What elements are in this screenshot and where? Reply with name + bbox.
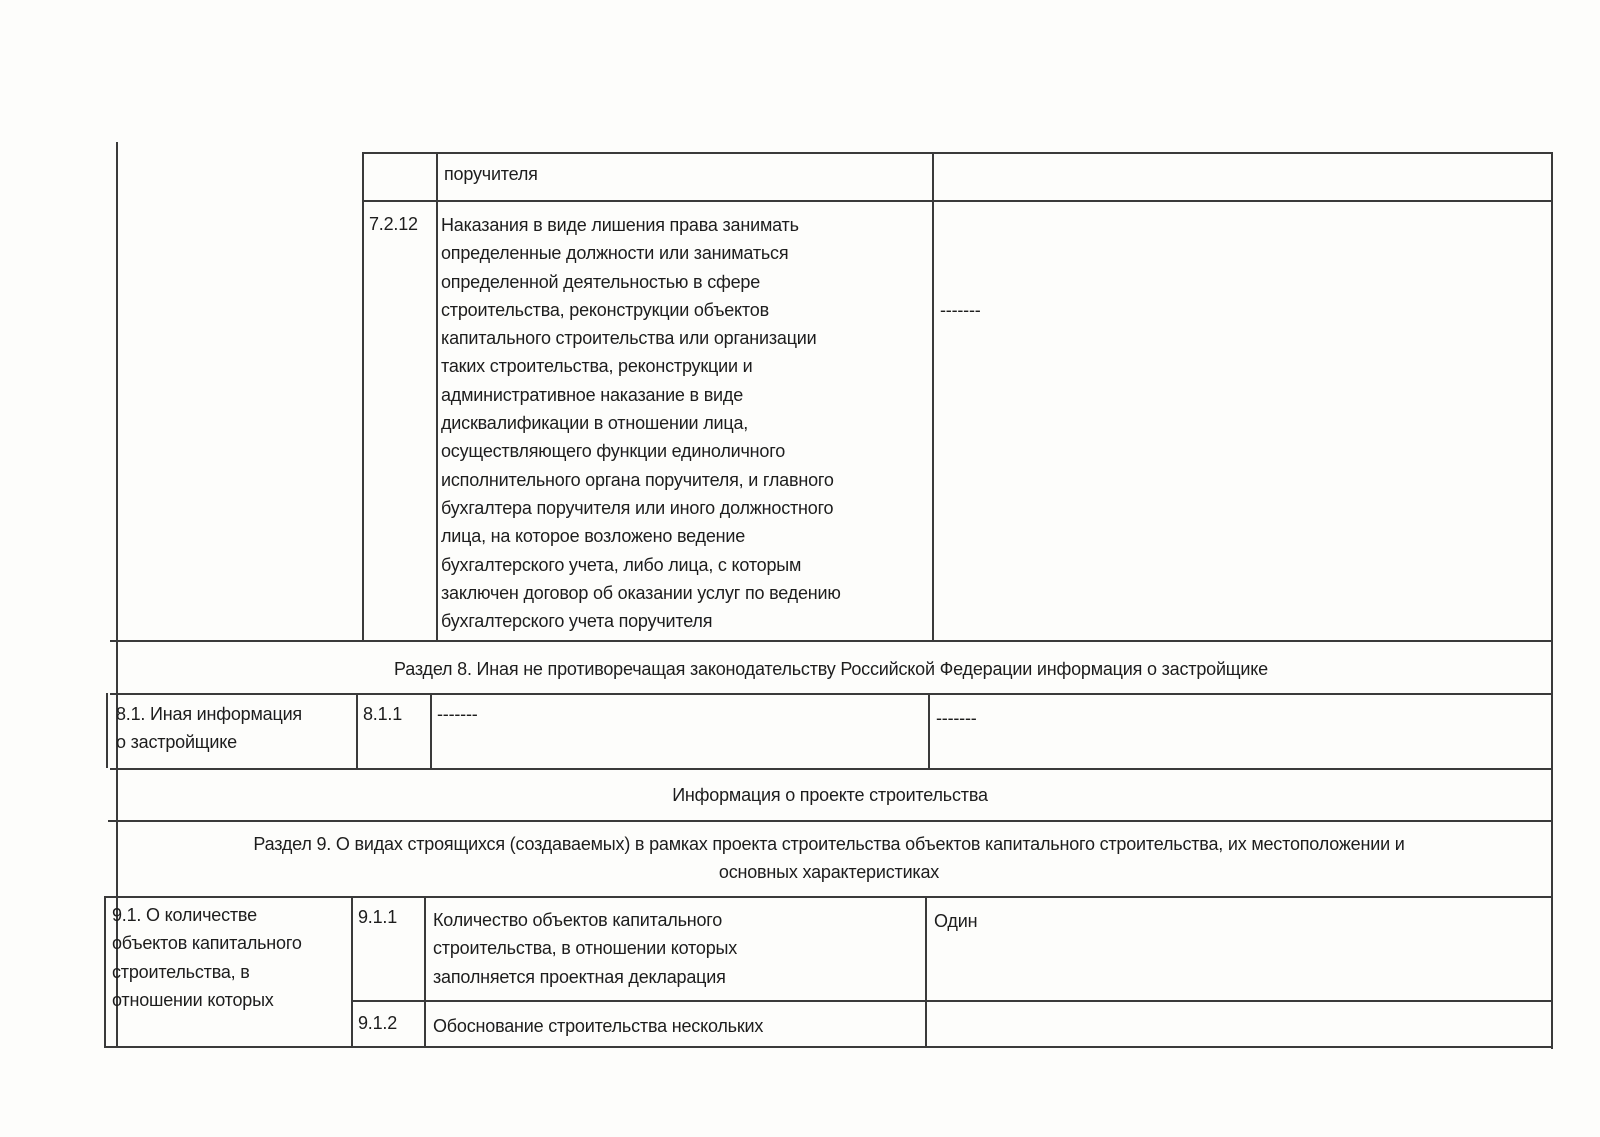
text-line: дисквалификации в отношении лица, <box>441 413 749 434</box>
text-line: Наказания в виде лишения права занимать <box>441 215 799 235</box>
row-line <box>352 1000 1552 1002</box>
cell-description <box>433 906 737 991</box>
row-number: 9.1.1 <box>358 907 398 927</box>
text-line: строительства, в <box>112 961 250 982</box>
col-line <box>356 693 358 768</box>
text-line: определенной деятельностью в сфере <box>441 271 761 292</box>
text-line: объектов капитального <box>112 933 302 954</box>
row-line <box>362 200 1552 202</box>
row-number: 7.2.12 <box>369 214 418 234</box>
text-line: лица, на которое возложено ведение <box>441 526 746 547</box>
cell-text: поручителя <box>444 164 538 184</box>
text-line: Количество объектов капитального <box>433 910 723 930</box>
text-line: о застройщике <box>116 732 237 753</box>
col-line <box>106 693 108 768</box>
row-line <box>108 820 1552 822</box>
row-line <box>110 640 1552 642</box>
row-number: 9.1.2 <box>358 1013 398 1033</box>
text-line: 8.1. Иная информация <box>116 704 302 724</box>
text-line: бухгалтерского учета, либо лица, с которым <box>441 554 802 575</box>
text-line: таких строительства, реконструкции и <box>441 356 753 377</box>
project-info-heading: Информация о проекте строительства <box>672 785 988 805</box>
row-line <box>106 896 1552 898</box>
col-line <box>424 896 426 1046</box>
section-8-heading: Раздел 8. Иная не противоречащая законодательству Российской Федерации информация о застройщике <box>394 659 1268 679</box>
text-line: капитального строительства или организации <box>441 328 817 349</box>
col-line <box>362 152 364 640</box>
group-label <box>116 700 302 757</box>
cell-description: Обоснование строительства нескольких <box>433 1016 764 1036</box>
col-line <box>351 896 353 1046</box>
col-line <box>925 896 927 1046</box>
cell-value: ------- <box>940 300 981 320</box>
text-line: административное наказание в виде <box>441 384 744 405</box>
cell-description <box>441 211 931 635</box>
text-line: определенные должности или заниматься <box>441 243 789 264</box>
text-line: Раздел 9. О видах строящихся (создаваемых) в рамках проекта строительства объектов капитального строительства, их местоположении и <box>253 834 1405 854</box>
cell-value: Один <box>934 911 978 931</box>
text-line: строительства, реконструкции объектов <box>441 299 769 320</box>
text-line: заполняется проектная декларация <box>433 966 726 987</box>
row-line <box>104 1046 1552 1048</box>
text-line: строительства, в отношении которых <box>433 938 738 959</box>
text-line: бухгалтерского учета поручителя <box>441 611 713 632</box>
text-line: основных характеристиках <box>718 862 940 883</box>
cell-description: ------- <box>437 704 478 724</box>
text-line: заключен договор об оказании услуг по ведению <box>441 582 841 603</box>
section-9-heading <box>106 830 1552 887</box>
text-line: отношении которых <box>112 989 274 1010</box>
text-line: осуществляющего функции единоличного <box>441 441 786 462</box>
col-line <box>436 152 438 640</box>
row-line <box>110 693 1552 695</box>
col-line <box>104 896 106 1046</box>
row-number: 8.1.1 <box>363 704 403 724</box>
cell-value: ------- <box>936 708 977 728</box>
text-line: исполнительного органа поручителя, и главного <box>441 469 834 490</box>
row-line <box>110 768 1552 770</box>
text-line: 9.1. О количестве <box>112 905 257 925</box>
group-label <box>112 901 302 1014</box>
col-line <box>430 693 432 768</box>
col-line <box>932 152 934 640</box>
text-line: бухгалтера поручителя или иного должностного <box>441 497 834 518</box>
row-line <box>362 152 1552 154</box>
table-border-right <box>1551 152 1553 1049</box>
col-line <box>928 693 930 768</box>
